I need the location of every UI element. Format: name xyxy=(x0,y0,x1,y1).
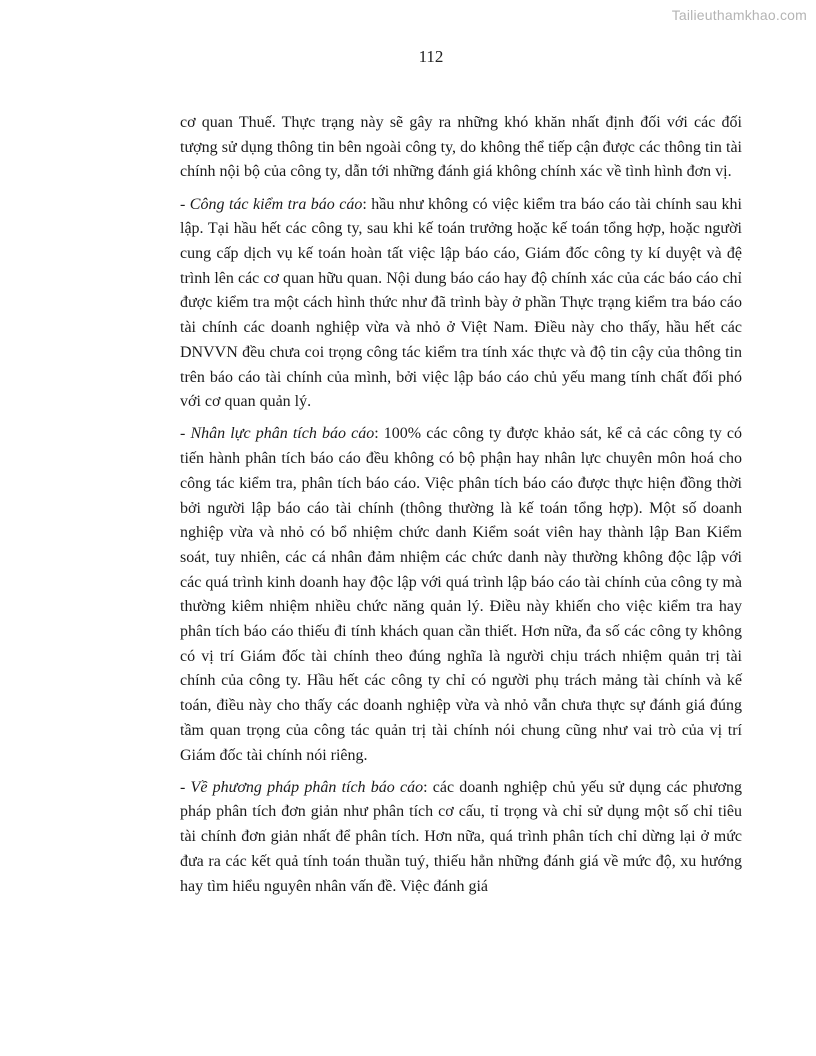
paragraph-intro xyxy=(180,111,742,185)
paragraph-text: : 100% các công ty được khảo sát, kể cả các công ty có tiến hành phân tích báo cáo đều không có bộ phận hay nhân lực chuyên môn hoá cho công tác kiểm tra, phân tích báo cáo. Việc phân tích báo cáo được thực hiện đồng thời bởi người lập báo cáo tài chính (thông thường là kế toán tổng hợp). Một số doanh nghiệp vừa và nhỏ có bổ nhiệm chức danh Kiểm soát viên hay thành lập Ban Kiểm soát, tuy nhiên, các cá nhân đảm nhiệm các chức danh này thường không độc lập với các quá trình kinh doanh hay độc lập với quá trình lập báo cáo tài chính của công ty mà thường kiêm nhiệm nhiều chức năng quản lý. Điều này khiến cho việc kiểm tra hay phân tích báo cáo thiếu đi tính khách quan cần thiết. Hơn nữa, đa số các công ty không có vị trí Giám đốc tài chính theo đúng nghĩa là người chịu trách nhiệm quản trị tài chính của công ty. Hầu hết các công ty chỉ có người phụ trách mảng tài chính và kế toán, điều này cho thấy các doanh nghiệp vừa và nhỏ vẫn chưa thực sự đánh giá đúng tầm quan trọng của công tác quản trị tài chính nói chung cũng như vai trò của vị trí Giám đốc tài chính nói riêng. xyxy=(180,425,742,764)
paragraph-text: cơ quan Thuế. Thực trạng này sẽ gây ra những khó khăn nhất định đối với các đối tượng sử dụng thông tin bên ngoài công ty, do không thể tiếp cận được các thông tin tài chính nội bộ của công ty, dẫn tới những đánh giá không chính xác về tình hình đơn vị. xyxy=(180,114,742,181)
paragraph-analysis-method xyxy=(180,776,742,900)
page-number: 112 xyxy=(418,47,444,66)
paragraph-text: : hầu như không có việc kiểm tra báo cáo tài chính sau khi lập. Tại hầu hết các công ty, sau khi kế toán trưởng hoặc kế toán tổng hợp, hoặc người cung cấp dịch vụ kế toán hoàn tất việc lập báo cáo, Giám đốc công ty kí duyệt và đệ trình lên các cơ quan hữu quan. Nội dung báo cáo hay độ chính xác của các báo cáo chỉ được kiểm tra một cách hình thức như đã trình bày ở phần Thực trạng kiểm tra báo cáo tài chính các doanh nghiệp vừa và nhỏ ở Việt Nam. Điều này cho thấy, hầu hết các DNVVN đều chưa coi trọng công tác kiểm tra tính xác thực và độ tin cậy của thông tin trên báo cáo tài chính của mình, bởi việc lập báo cáo chủ yếu mang tính chất đối phó với cơ quan quản lý. xyxy=(180,195,742,411)
paragraph-analysis-staff xyxy=(180,422,742,768)
watermark-text: Tailieuthamkhao.com xyxy=(671,7,807,23)
paragraph-lead: - Về phương pháp phân tích báo cáo xyxy=(180,778,424,796)
paragraph-text: : các doanh nghiệp chủ yếu sử dụng các phương pháp phân tích đơn giản như phân tích cơ cấu, tỉ trọng và chỉ sử dụng một số chỉ tiêu tài chính đơn giản nhất để phân tích. Hơn nữa, quá trình phân tích chỉ dừng lại ở mức đưa ra các kết quả tính toán thuần tuý, thiếu hẳn những đánh giá về mức độ, xu hướng hay tìm hiểu nguyên nhân vấn đề. Việc đánh giá xyxy=(180,778,742,895)
paragraph-lead: - Nhân lực phân tích báo cáo xyxy=(180,425,375,443)
paragraph-lead: - Công tác kiểm tra báo cáo xyxy=(180,195,363,213)
document-body xyxy=(180,111,742,907)
paragraph-report-inspection xyxy=(180,193,742,415)
